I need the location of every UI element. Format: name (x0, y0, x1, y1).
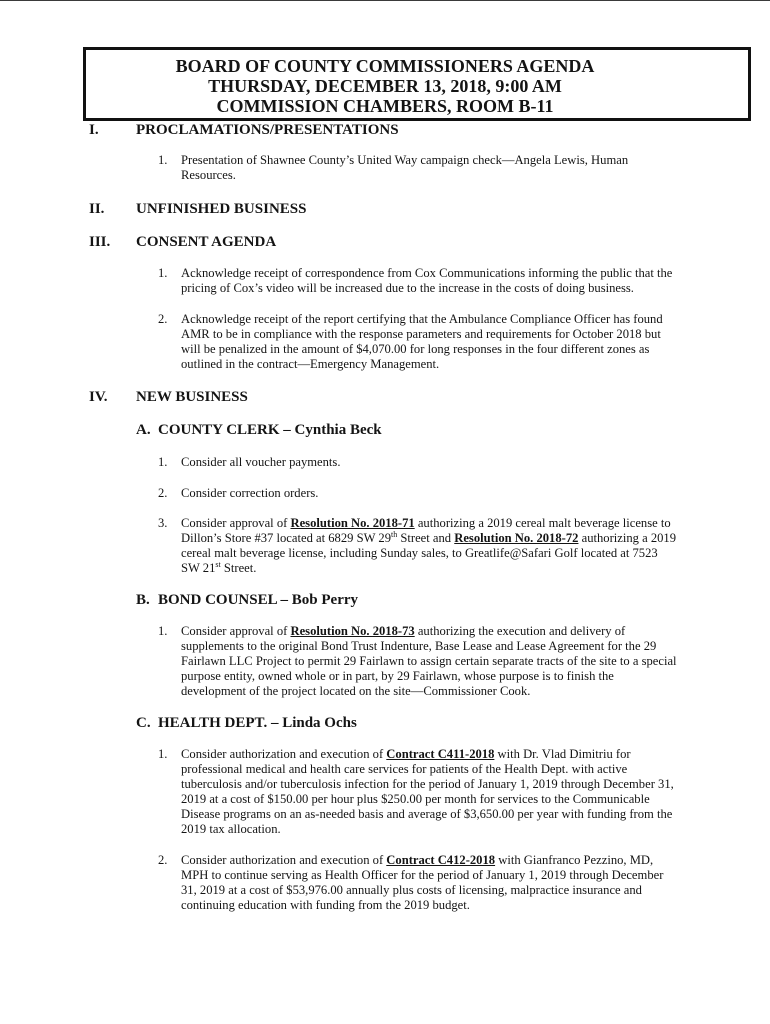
scan-top-edge (0, 0, 770, 1)
item-text (181, 312, 663, 372)
item-text-line (181, 516, 676, 531)
subsection-title: BOND COUNSEL – Bob Perry (158, 592, 359, 608)
item-text-line: Acknowledge receipt of correspondence from Cox Communications informing the public that the (181, 266, 673, 280)
item-text-line: pricing of Cox’s video will be increased due to the increase in the costs of doing business. (181, 281, 634, 295)
item-number: 3. (158, 516, 168, 530)
item-text-line: 31, 2019 at a cost of $53,976.00 annually plus costs of licensing, malpractice insurance and (181, 883, 642, 897)
item-text (181, 266, 672, 296)
item-text-line: purpose entity, owned whole or in part, by 29 Fairlawn, whose purpose is to finish the (181, 669, 614, 683)
section-numeral: III. (89, 234, 111, 250)
item-text (181, 516, 676, 576)
item-text-line: professional medical and health care services for patients of the Health Dept. with active (181, 762, 628, 776)
text-segment: authorizing the execution and delivery of (414, 624, 626, 638)
text-segment: Consider authorization and execution of (181, 853, 387, 867)
text-segment: with Dr. Vlad Dimitriu for (494, 747, 631, 761)
item-text-line (181, 531, 676, 546)
item-text-line: 2019 at a cost of $150.00 per hour plus $250.00 per month for services to the Communicable (181, 792, 650, 806)
text-segment: authorizing a 2019 (578, 531, 677, 545)
item-number: 1. (158, 747, 168, 761)
subsection-title: HEALTH DEPT. – Linda Ochs (158, 715, 357, 731)
item-text-line: will be penalized in the amount of $4,070.00 for long responses in the four different zones as (181, 342, 650, 356)
item-number: 1. (158, 153, 168, 167)
subsection-letter: A. (136, 422, 151, 438)
section-title: UNFINISHED BUSINESS (136, 201, 307, 217)
item-text-line (181, 853, 663, 868)
section-numeral: I. (89, 122, 99, 138)
section-heading-unfinished-business (0, 201, 770, 218)
item-text (181, 624, 677, 699)
text-segment: Street. (220, 561, 257, 575)
resolution-reference: Resolution No. 2018-71 (290, 516, 415, 530)
section-numeral: II. (89, 201, 105, 217)
contract-reference: Contract C412-2018 (386, 853, 496, 867)
section-heading-new-business (0, 389, 770, 406)
text-segment: Consider authorization and execution of (181, 747, 387, 761)
item-text-line: AMR to be in compliance with the response parameters and requirements for October 2018 but (181, 327, 661, 341)
resolution-reference: Resolution No. 2018-72 (454, 531, 579, 545)
item-text-line: MPH to continue serving as Health Officer for the period of January 1, 2019 through December (181, 868, 664, 882)
section-title: CONSENT AGENDA (136, 234, 277, 250)
section-heading-consent-agenda (0, 234, 770, 251)
item-number: 2. (158, 312, 168, 326)
ordinal-suffix: st (215, 560, 221, 569)
item-text-line: Resources. (181, 168, 236, 182)
item-text (181, 153, 628, 183)
text-segment: Dillon’s Store #37 located at 6829 SW 29 (181, 531, 391, 545)
text-segment: authorizing a 2019 cereal malt beverage license to (414, 516, 671, 530)
ordinal-suffix: th (391, 530, 398, 539)
agenda-header (0, 56, 770, 116)
text-segment: Consider approval of (181, 516, 291, 530)
item-text-line: Acknowledge receipt of the report certifying that the Ambulance Compliance Officer has found (181, 312, 663, 326)
item-text-line: continuing education with funding from the 2019 budget. (181, 898, 470, 912)
text-segment: SW 21 (181, 561, 216, 575)
item-text (181, 486, 318, 501)
item-text (181, 747, 674, 837)
item-number: 1. (158, 455, 168, 469)
item-text-line (181, 624, 677, 639)
item-number: 2. (158, 853, 168, 867)
item-number: 1. (158, 624, 168, 638)
section-numeral: IV. (89, 389, 108, 405)
item-text-line: development of the project located on the site—Commissioner Cook. (181, 684, 531, 698)
section-title: PROCLAMATIONS/PRESENTATIONS (136, 122, 399, 138)
item-text-line: 2019 tax allocation. (181, 822, 281, 836)
item-text-line: Fairlawn LLC Project to permit 29 Fairlawn to assign certain separate tracts of the site to a special (181, 654, 677, 668)
subsection-letter: C. (136, 715, 151, 731)
item-number: 2. (158, 486, 168, 500)
item-text-line: tuberculosis and/or tuberculosis infection for the period of January 1, 2019 through December 31, (181, 777, 674, 791)
subsection-heading-bond-counsel (0, 592, 770, 609)
subsection-heading-health-dept (0, 715, 770, 732)
subsection-letter: B. (136, 592, 150, 608)
item-text-line: supplements to the original Bond Trust Indenture, Base Lease and Lease Agreement for the 29 (181, 639, 657, 653)
item-text-line: Presentation of Shawnee County’s United Way campaign check—Angela Lewis, Human (181, 153, 629, 167)
agenda-title: BOARD OF COUNTY COMMISSIONERS AGENDA (175, 56, 595, 76)
section-title: NEW BUSINESS (136, 389, 248, 405)
item-text-line: cereal malt beverage license, including Sunday sales, to Greatlife@Safari Golf located at 7523 (181, 546, 658, 560)
item-text-line (181, 747, 674, 762)
item-text-line: Disease programs on an as-needed basis and average of $3,650.00 per year with funding from the (181, 807, 673, 821)
item-text (181, 455, 340, 470)
text-segment: Consider approval of (181, 624, 291, 638)
item-text-line: Consider correction orders. (181, 486, 319, 500)
resolution-reference: Resolution No. 2018-73 (290, 624, 415, 638)
meeting-date-time: THURSDAY, DECEMBER 13, 2018, 9:00 AM (208, 76, 562, 96)
subsection-title: COUNTY CLERK – Cynthia Beck (158, 422, 382, 438)
text-segment: Street and (397, 531, 455, 545)
item-number: 1. (158, 266, 168, 280)
section-heading-proclamations (0, 122, 770, 139)
item-text-line: Consider all voucher payments. (181, 455, 341, 469)
item-text-line: outlined in the contract—Emergency Management. (181, 357, 440, 371)
meeting-location: COMMISSION CHAMBERS, ROOM B-11 (216, 96, 554, 116)
item-text-line (181, 561, 676, 576)
contract-reference: Contract C411-2018 (386, 747, 495, 761)
subsection-heading-county-clerk (0, 422, 770, 439)
text-segment: with Gianfranco Pezzino, MD, (495, 853, 654, 867)
item-text (181, 853, 663, 913)
